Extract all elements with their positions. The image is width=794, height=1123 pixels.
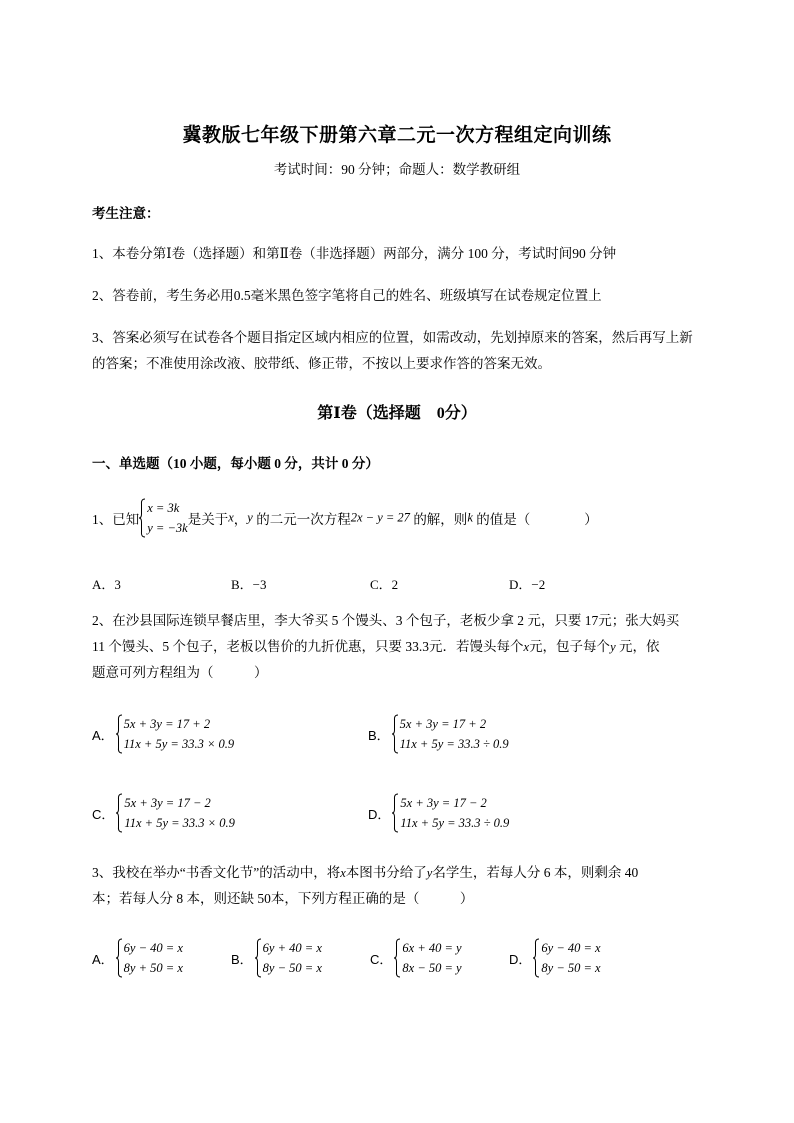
system-row-1: 5x + 3y = 17 + 2 bbox=[123, 717, 211, 731]
option-label: B． bbox=[231, 577, 253, 592]
notice-item-1: 1、本卷分第Ⅰ卷（选择题）和第Ⅱ卷（非选择题）两部分，满分 100 分，考试时间90 分钟 bbox=[92, 246, 617, 261]
q1-prefix: 1、已知 bbox=[92, 512, 140, 527]
system-row-2: 8y + 50 = x bbox=[123, 961, 183, 975]
q3-var-x: x bbox=[340, 866, 346, 880]
q1-system-row-1: x = 3k bbox=[147, 501, 180, 515]
q2-var-y: y bbox=[610, 640, 616, 654]
q2-option-d[interactable] bbox=[368, 793, 509, 833]
option-label: D． bbox=[368, 806, 391, 822]
system-row-2: 11x + 5y = 33.3 ÷ 0.9 bbox=[399, 737, 509, 751]
exam-info: 考试时间：90 分钟；命题人：数学教研组 bbox=[273, 162, 521, 177]
q1-text-2: 的二元一次方程 bbox=[252, 512, 351, 527]
brace-icon bbox=[116, 714, 123, 754]
system-row-1: 5x + 3y = 17 − 2 bbox=[124, 796, 211, 810]
q1-system bbox=[139, 498, 187, 538]
option-system bbox=[116, 714, 234, 754]
q2-option-b[interactable] bbox=[368, 714, 509, 754]
system-row-2: 11x + 5y = 33.3 ÷ 0.9 bbox=[400, 816, 510, 830]
brace-icon bbox=[392, 714, 399, 754]
q2-line-2 bbox=[92, 634, 744, 660]
question-3 bbox=[92, 860, 744, 912]
option-system bbox=[533, 938, 600, 978]
page-title: 冀教版七年级下册第六章二元一次方程组定向训练 bbox=[182, 125, 612, 146]
q1-option-d[interactable] bbox=[509, 574, 545, 593]
q2-option-a[interactable] bbox=[92, 714, 234, 754]
notice-item-2: 2、答卷前，考生务必用0.5毫米黑色签字笔将自己的姓名、班级填写在试卷规定位置上 bbox=[92, 288, 602, 303]
q3-option-a[interactable] bbox=[92, 938, 183, 978]
q1-var-k: k bbox=[467, 510, 473, 525]
system-row-2: 11x + 5y = 33.3 × 0.9 bbox=[124, 816, 235, 830]
option-label: A． bbox=[92, 577, 115, 592]
q1-option-c[interactable] bbox=[370, 574, 398, 593]
q2-var-x: x bbox=[523, 640, 530, 654]
q2-text-3: 元，依 bbox=[615, 639, 660, 654]
system-row-1: 6x + 40 = y bbox=[402, 941, 462, 955]
system-row-1: 5x + 3y = 17 − 2 bbox=[400, 796, 487, 810]
brace-icon bbox=[533, 938, 540, 978]
q1-system-row-2: y = −3k bbox=[147, 521, 188, 535]
question-1 bbox=[92, 498, 598, 538]
brace-icon bbox=[394, 938, 401, 978]
option-label: C． bbox=[370, 577, 392, 592]
option-text: 3 bbox=[114, 577, 121, 592]
q2-line-3: 题意可列方程组为（ ） bbox=[92, 665, 268, 680]
option-label: A． bbox=[92, 951, 114, 967]
option-label: A． bbox=[92, 727, 114, 743]
q2-text-2: 元，包子每个 bbox=[529, 639, 611, 654]
option-system bbox=[116, 793, 234, 833]
brace-icon bbox=[116, 793, 123, 833]
q1-text: 是关于 bbox=[187, 512, 229, 527]
option-text: −3 bbox=[252, 577, 267, 592]
notice-item-3: 3、答案必须写在试卷各个题目指定区域内相应的位置，如需改动，先划掉原来的答案，然后再写上新 bbox=[92, 330, 693, 345]
system-row-1: 6y − 40 = x bbox=[123, 941, 183, 955]
q3-option-b[interactable] bbox=[231, 938, 322, 978]
notice-heading: 考生注意： bbox=[92, 206, 160, 221]
system-row-2: 8y − 50 = x bbox=[262, 961, 322, 975]
option-system bbox=[255, 938, 322, 978]
q2-line-1: 2、在沙县国际连锁早餐店里，李大爷买 5 个馒头、3 个包子，老板少拿 2 元，只要 17元；张大妈买 bbox=[92, 613, 680, 628]
q3-line-1 bbox=[92, 860, 744, 886]
system-row-1: 6y − 40 = x bbox=[541, 941, 601, 955]
q3-var-y: y bbox=[426, 866, 433, 880]
system-row-1: 6y + 40 = x bbox=[262, 941, 322, 955]
q1-var-y: y bbox=[247, 510, 253, 525]
option-text: −2 bbox=[531, 577, 546, 592]
q3-text-3: 名学生，若每人分 6 本，则剩余 40 bbox=[432, 865, 639, 880]
brace-icon bbox=[116, 938, 123, 978]
system-row-1: 5x + 3y = 17 + 2 bbox=[399, 717, 487, 731]
option-label: B． bbox=[231, 951, 253, 967]
q1-var-x: x bbox=[228, 510, 234, 525]
q3-text-2: 本图书分给了 bbox=[345, 865, 427, 880]
q1-text-3: 的解，则 bbox=[409, 512, 468, 527]
option-system bbox=[394, 938, 461, 978]
system-row-2: 11x + 5y = 33.3 × 0.9 bbox=[123, 737, 235, 751]
system-row-2: 8x − 50 = y bbox=[402, 961, 462, 975]
q1-option-b[interactable] bbox=[231, 574, 267, 593]
notice-item-3-cont: 的答案；不准使用涂改液、胶带纸、修正带，不按以上要求作答的答案无效。 bbox=[92, 356, 551, 371]
q3-option-c[interactable] bbox=[370, 938, 462, 978]
q2-text: 11 个馒头、5 个包子，老板以售价的九折优惠，只要 33.3元．若馒头每个 bbox=[92, 639, 524, 654]
q2-option-c[interactable] bbox=[92, 793, 235, 833]
q3-text: 3、我校在举办“书香文化节”的活动中，将 bbox=[92, 865, 341, 880]
option-label: B． bbox=[368, 727, 390, 743]
option-label: C． bbox=[92, 806, 115, 822]
question-2 bbox=[92, 608, 744, 686]
brace-icon bbox=[255, 938, 262, 978]
q1-option-a[interactable] bbox=[92, 574, 121, 593]
option-system bbox=[392, 793, 509, 833]
q1-answer-blank: 的值是（ ） bbox=[472, 512, 598, 527]
q3-option-d[interactable] bbox=[509, 938, 601, 978]
brace-icon bbox=[392, 793, 399, 833]
option-text: 2 bbox=[391, 577, 399, 592]
q3-line-2: 本；若每人分 8 本，则还缺 50本，下列方程正确的是（ ） bbox=[92, 891, 474, 906]
option-label: D． bbox=[509, 951, 532, 967]
option-system bbox=[116, 938, 183, 978]
brace-icon bbox=[139, 498, 146, 538]
part-heading: 一、单选题（10 小题，每小题 0 分，共计 0 分） bbox=[92, 456, 379, 471]
option-label: D． bbox=[509, 577, 532, 592]
option-label: C． bbox=[370, 951, 393, 967]
section-title: 第Ⅰ卷（选择题 0分） bbox=[317, 405, 477, 422]
system-row-2: 8y − 50 = x bbox=[541, 961, 601, 975]
q1-comma: ， bbox=[233, 512, 248, 527]
option-system bbox=[392, 714, 509, 754]
q1-equation: 2x − y = 27 bbox=[350, 510, 410, 525]
